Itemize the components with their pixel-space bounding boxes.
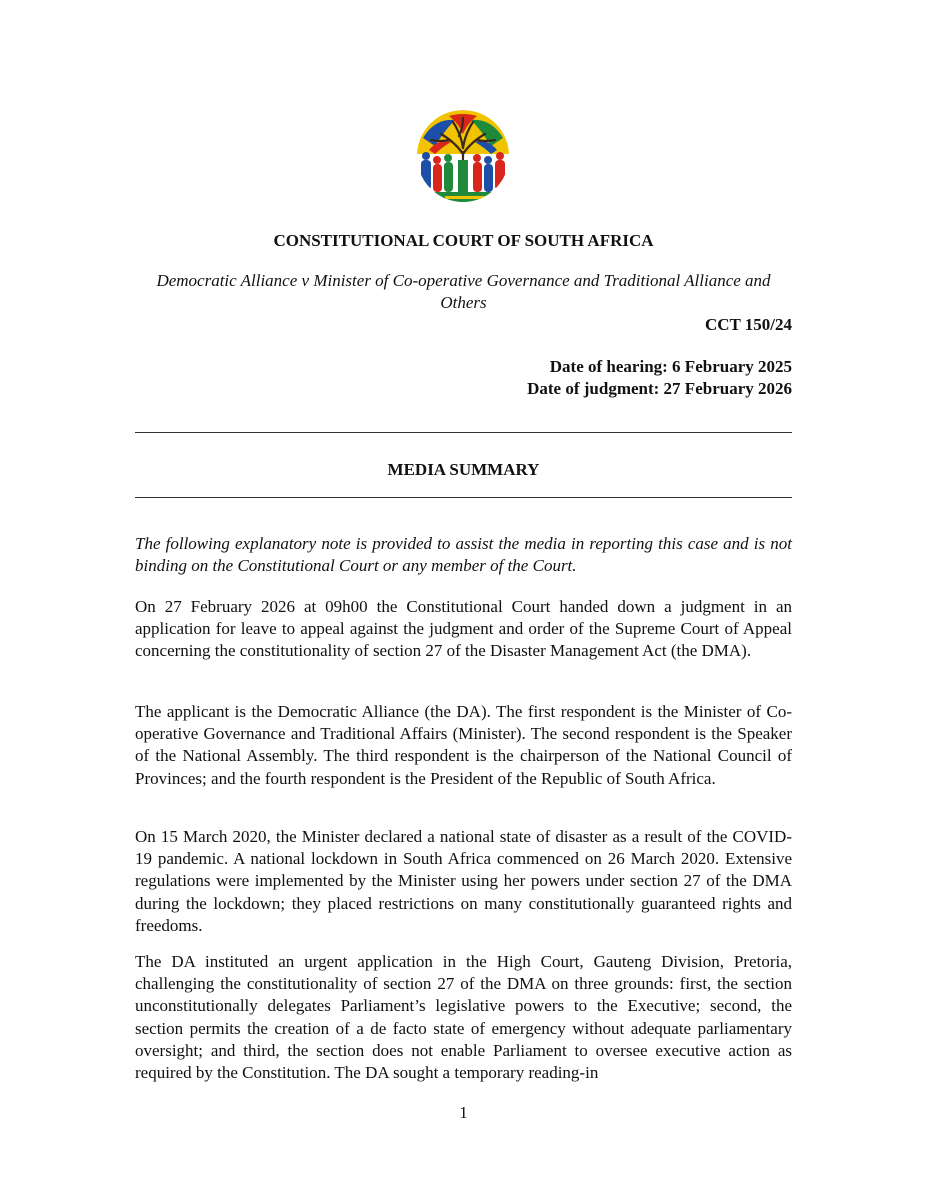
date-of-judgment: Date of judgment: 27 February 2026 xyxy=(527,379,792,398)
date-of-hearing: Date of hearing: 6 February 2025 xyxy=(549,357,792,376)
paragraph-background: On 15 March 2020, the Minister declared a national state of disaster as a result of the COVID-19 pandemic. A national lockdown in South Africa commenced on 26 March 2020. Extensive regulations were implemented by the Minister using her powers under section 27 of the DMA during the lockdown; they placed restrictions on many constitutionally guaranteed rights and freedoms. xyxy=(135,827,792,935)
court-name-heading: CONSTITUTIONAL COURT OF SOUTH AFRICA xyxy=(273,231,654,250)
divider-bottom xyxy=(135,497,792,498)
explanatory-note: The following explanatory note is provided to assist the media in reporting this case and is not binding on the Constitutional Court or any member of the Court. xyxy=(135,534,792,576)
dates-block xyxy=(527,356,792,400)
section-title: MEDIA SUMMARY xyxy=(387,460,540,479)
paragraph-high-court-application: The DA instituted an urgent application in the High Court, Gauteng Division, Pretoria, challenging the constitutionality of section 27 of the DMA on three grounds: first, the section unconstitutionally delegates Parliament’s legislative powers to the Executive; second, the section permits the creation of a de facto state of emergency without adequate parliamentary oversight; and third, the section does not enable Parliament to oversee executive action as required by the Constitution. The DA sought a temporary reading-in xyxy=(135,952,792,1083)
page-number: 1 xyxy=(459,1103,468,1122)
paragraph-parties: The applicant is the Democratic Alliance (the DA). The first respondent is the Minister of Co-operative Governance and Traditional Affairs (Minister). The second respondent is the Speaker of the National Assembly. The third respondent is the chairperson of the National Council of Provinces; and the fourth respondent is the President of the Republic of South Africa. xyxy=(135,702,792,788)
paragraph-judgment-handed-down: On 27 February 2026 at 09h00 the Constitutional Court handed down a judgment in an application for leave to appeal against the judgment and order of the Supreme Court of Appeal concerning the constitutionality of section 27 of the Disaster Management Act (the DMA). xyxy=(135,597,792,661)
case-title: Democratic Alliance v Minister of Co-operative Governance and Traditional Alliance and Others xyxy=(156,271,771,312)
case-number: CCT 150/24 xyxy=(704,315,792,334)
court-logo-icon xyxy=(415,108,511,204)
divider-top xyxy=(135,432,792,433)
